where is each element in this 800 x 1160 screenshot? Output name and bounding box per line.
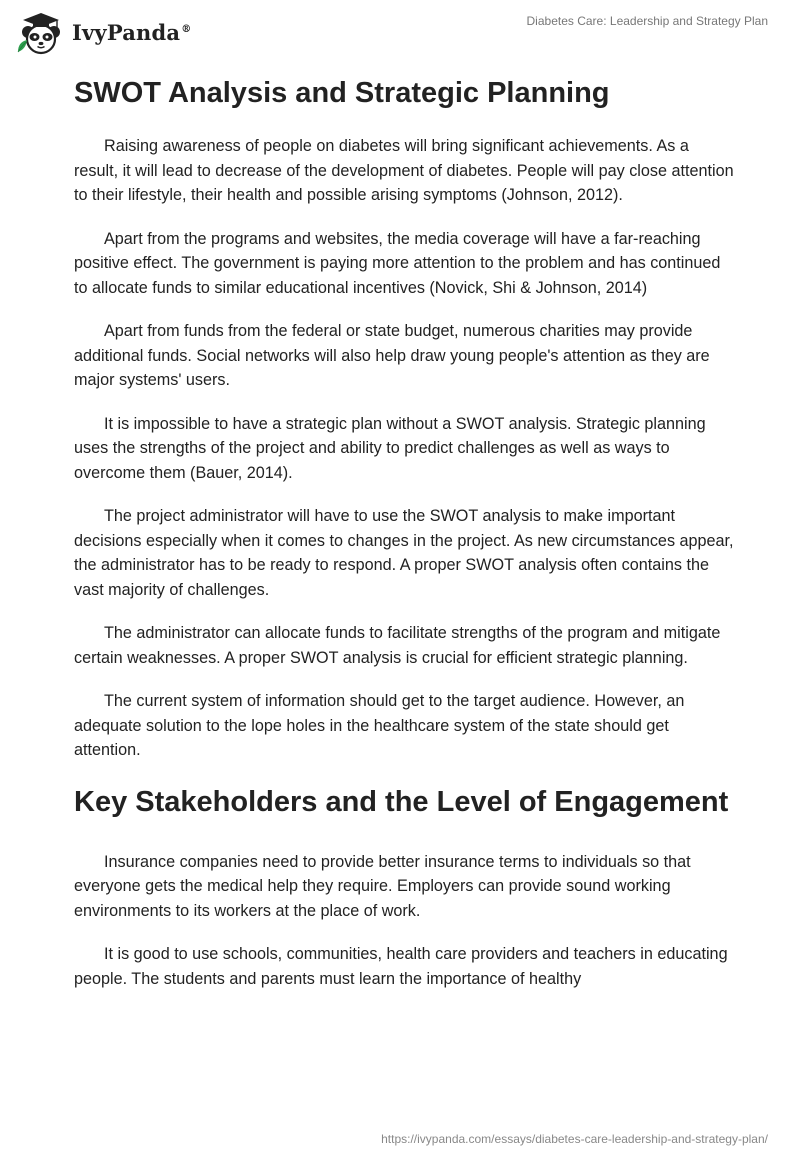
page-header [0, 0, 800, 70]
article-body [74, 70, 734, 1010]
paragraph: The project administrator will have to use the SWOT analysis to make important decisions especially when it comes to changes in the project. As new circumstances appear, the administrator has to be ready to respond. A proper SWOT analysis often contains the vast majority of challenges. [74, 507, 734, 599]
section-heading-swot: SWOT Analysis and Strategic Planning [74, 77, 610, 109]
paragraph: Apart from funds from the federal or state budget, numerous charities may provide additional funds. Social networks will also help draw young people's attention as they are major systems' users. [74, 322, 710, 389]
paragraph: Apart from the programs and websites, the media coverage will have a far-reaching positive effect. The government is paying more attention to the problem and has continued to allocate funds to similar educational incentives (Novick, Shi & Johnson, 2014) [74, 229, 721, 297]
paragraph: It is impossible to have a strategic plan without a SWOT analysis. Strategic planning uses the strengths of the project and ability to predict challenges as well as ways to overcome them (Bauer, 2014). [74, 414, 706, 482]
source-url-link[interactable]: https://ivypanda.com/essays/diabetes-care-leadership-and-strategy-plan/ [381, 1132, 768, 1146]
ivypanda-logo[interactable] [14, 8, 191, 56]
paragraph: The administrator can allocate funds to facilitate strengths of the program and mitigate certain weaknesses. A proper SWOT analysis is crucial for efficient strategic planning. [74, 624, 721, 667]
registered-mark: ® [181, 23, 192, 35]
paragraph: Insurance companies need to provide better insurance terms to individuals so that everyone gets the medical help they require. Employers can provide sound working environments to its workers at the place of work. [74, 852, 691, 920]
paragraph: The current system of information should get to the target audience. However, an adequate solution to the lope holes in the healthcare system of the state should get attention. [74, 692, 685, 759]
section-heading-stakeholders: Key Stakeholders and the Level of Engagement [74, 785, 729, 818]
panda-graduate-icon [14, 8, 70, 56]
paragraph: It is good to use schools, communities, health care providers and teachers in educating people. The students and parents must learn the importance of healthy [74, 945, 728, 988]
document-title: Diabetes Care: Leadership and Strategy Plan [526, 14, 768, 28]
paragraph: Raising awareness of people on diabetes will bring significant achievements. As a result, it will lead to decrease of the development of diabetes. People will pay close attention to their lifestyle, their health and possible arising symptoms (Johnson, 2012). [74, 137, 734, 204]
brand-name: IvyPanda® [72, 19, 192, 45]
